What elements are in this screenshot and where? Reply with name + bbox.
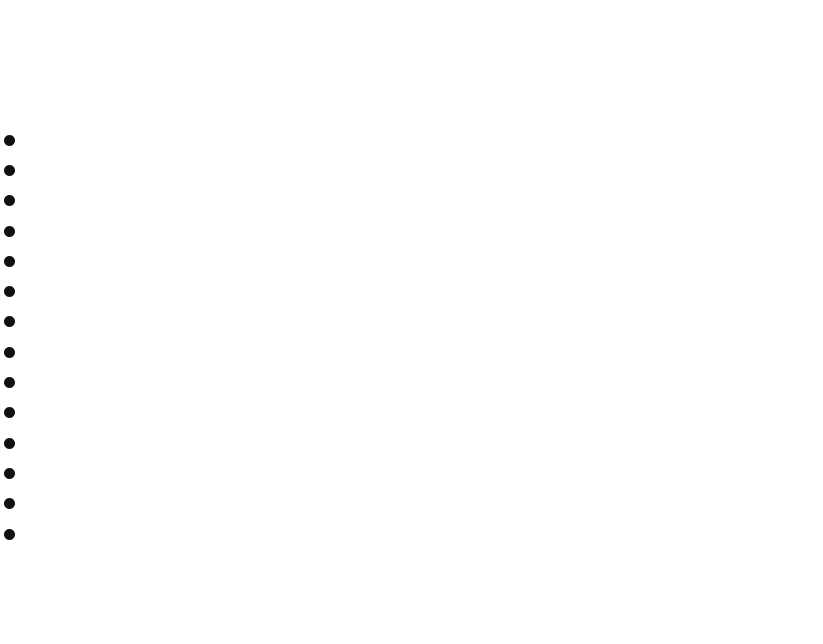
list-item [4, 276, 819, 306]
list-item [4, 398, 819, 428]
list-item [4, 216, 819, 246]
bullet-icon [4, 256, 15, 267]
list-item [4, 186, 819, 216]
bullet-icon [4, 347, 15, 358]
bullet-icon [4, 498, 15, 509]
sentence-list [4, 125, 819, 549]
list-item [4, 458, 819, 488]
bullet-icon [4, 407, 15, 418]
list-item [4, 428, 819, 458]
list-item [4, 307, 819, 337]
list-item [4, 337, 819, 367]
bullet-icon [4, 529, 15, 540]
list-item [4, 367, 819, 397]
bullet-icon [4, 135, 15, 146]
bullet-icon [4, 377, 15, 388]
bullet-icon [4, 226, 15, 237]
bullet-icon [4, 468, 15, 479]
list-item [4, 125, 819, 155]
bullet-icon [4, 316, 15, 327]
bullet-icon [4, 165, 15, 176]
bullet-icon [4, 286, 15, 297]
task-block [4, 95, 819, 549]
list-item [4, 246, 819, 276]
task-title [4, 95, 819, 125]
bullet-icon [4, 195, 15, 206]
list-item [4, 489, 819, 519]
bullet-icon [4, 438, 15, 449]
list-item [4, 519, 819, 549]
list-item [4, 155, 819, 185]
